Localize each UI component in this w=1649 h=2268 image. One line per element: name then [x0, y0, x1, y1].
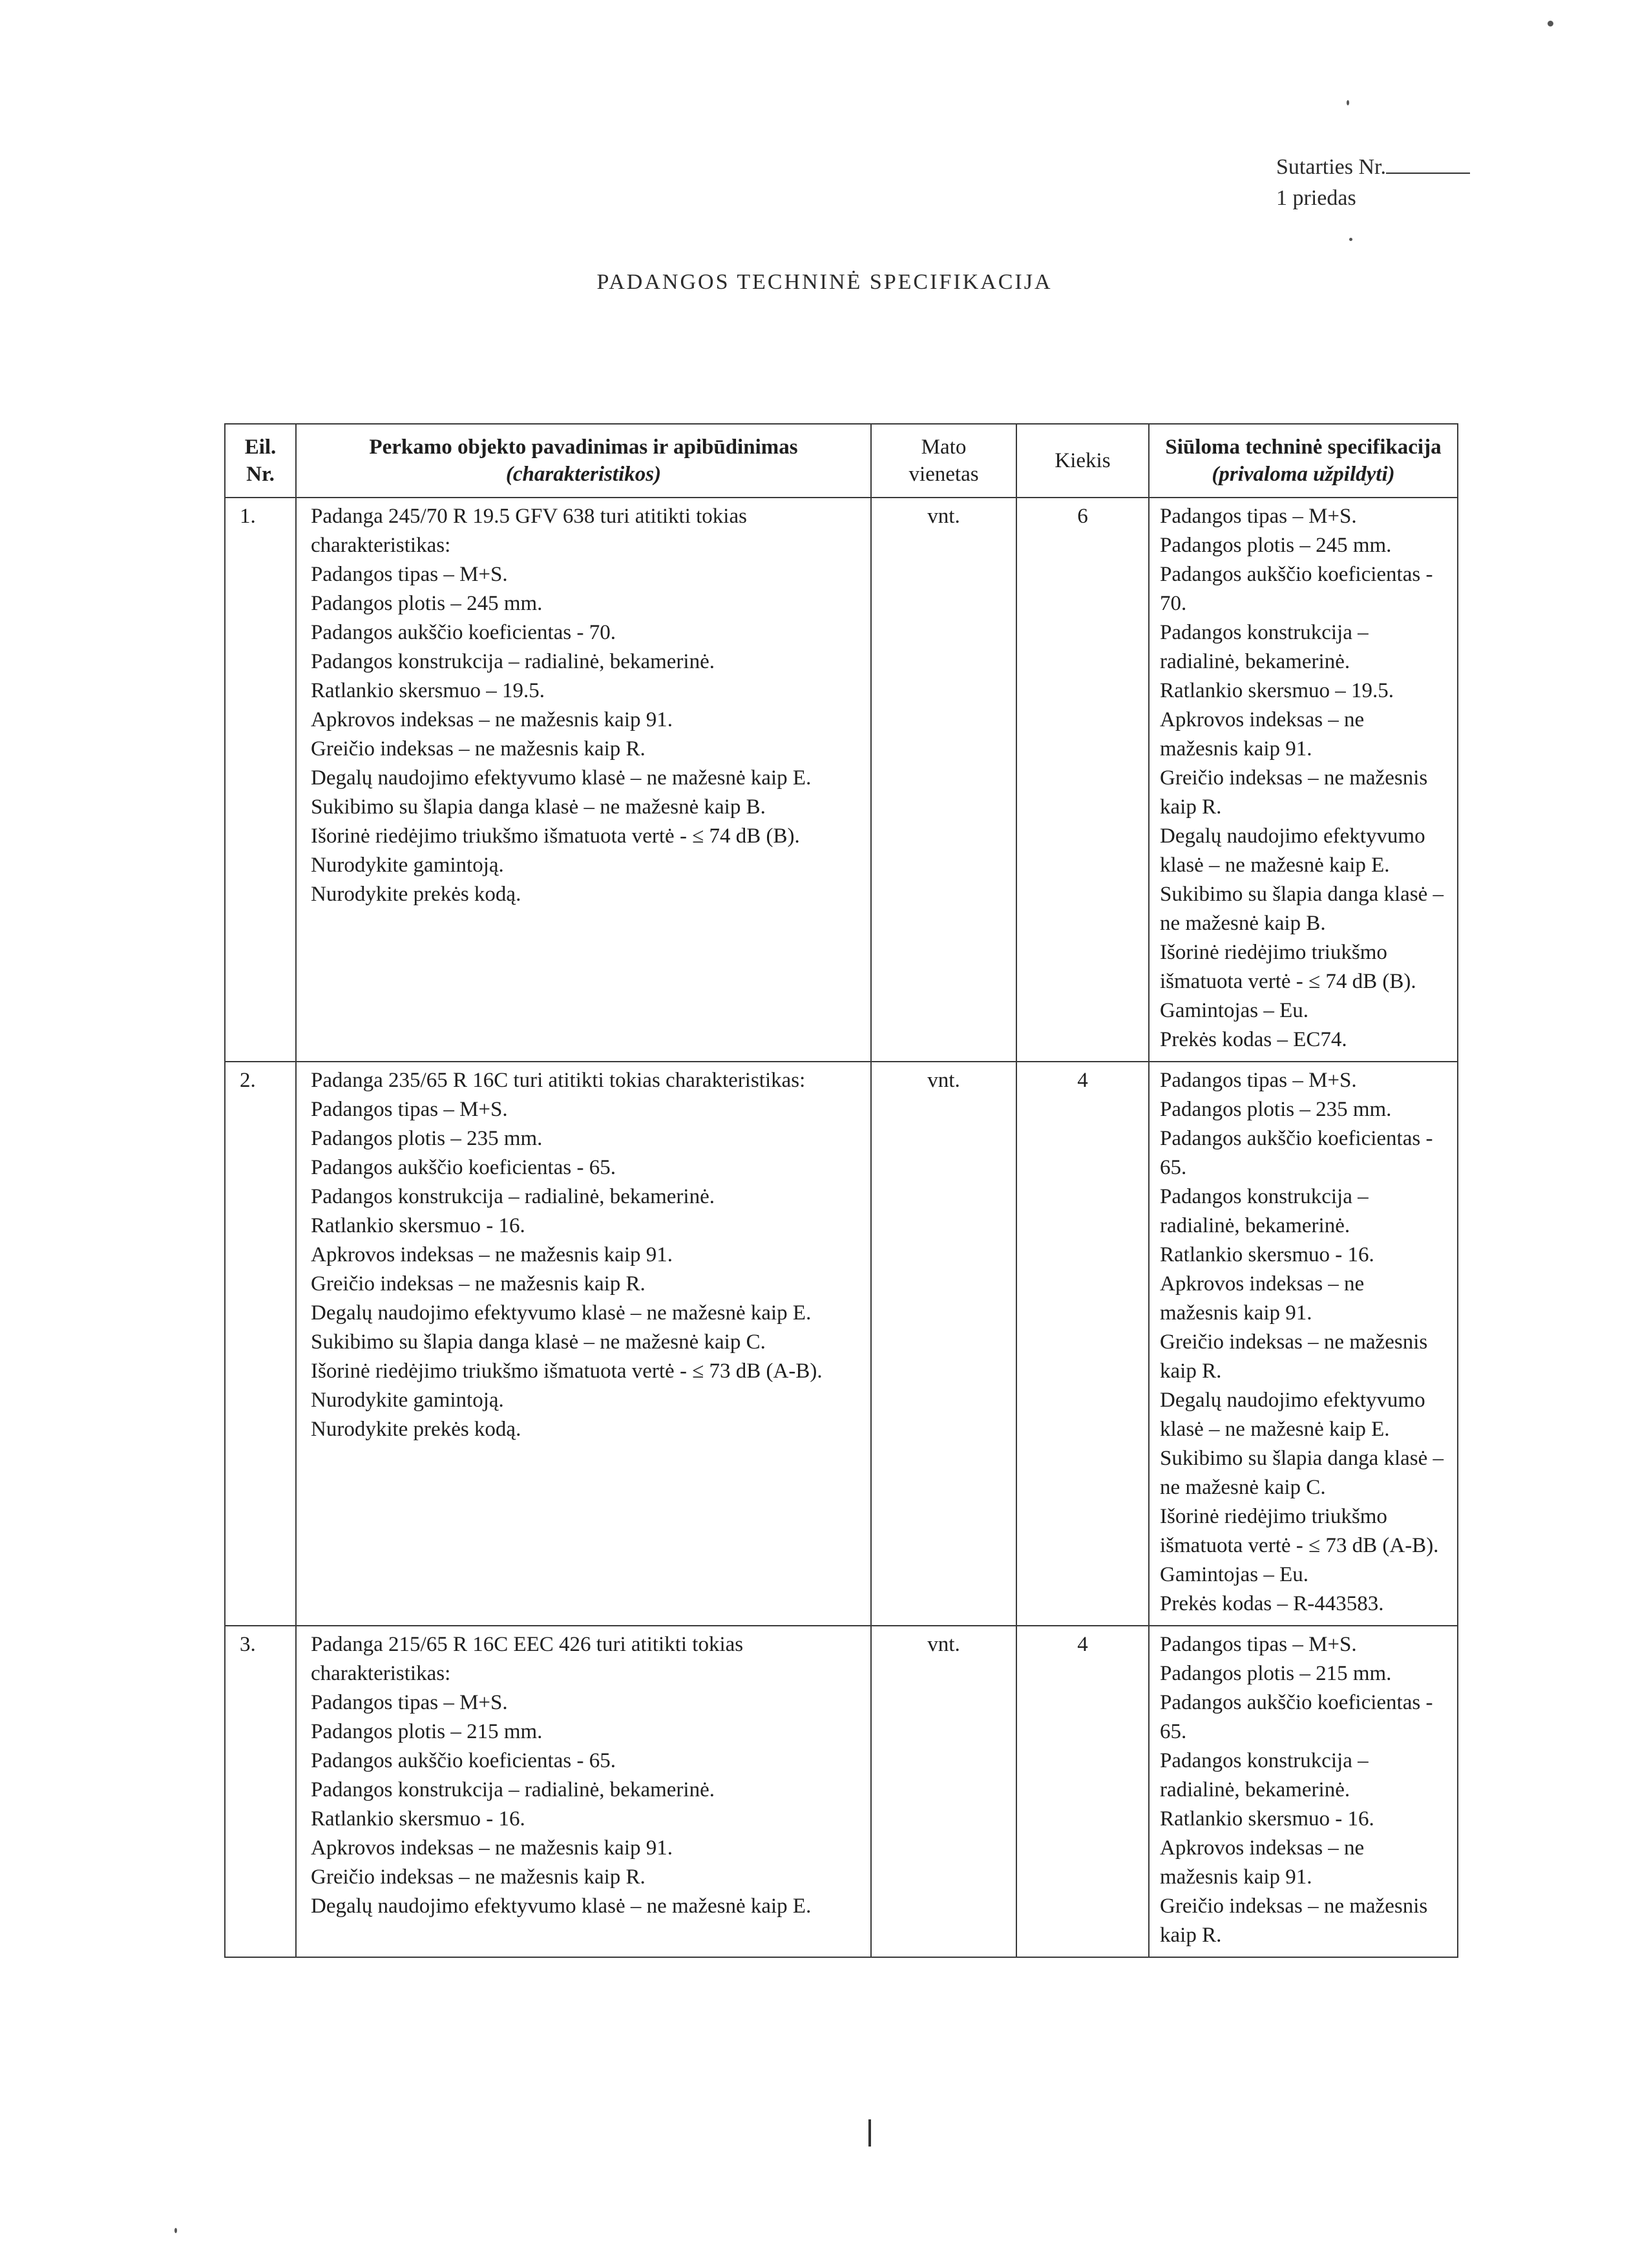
unit-cell: [871, 1626, 1016, 1957]
offer-line: Padangos tipas – M+S.: [1160, 1069, 1357, 1092]
offer-line: Padangos plotis – 215 mm.: [1160, 1662, 1392, 1685]
quantity-value: 6: [1077, 505, 1088, 528]
row-number-cell: [225, 1626, 296, 1957]
offer-line: Gamintojas – Eu.: [1160, 999, 1309, 1022]
description-line: Nurodykite prekės kodą.: [311, 1418, 521, 1441]
description-line: Apkrovos indeksas – ne mažesnis kaip 91.: [311, 1836, 673, 1860]
annex-label: 1 priedas: [1276, 186, 1356, 210]
header-quantity: [1016, 424, 1149, 498]
description-line: Degalų naudojimo efektyvumo klasė – ne mažesnė kaip E.: [311, 1301, 812, 1325]
description-line: Padanga 215/65 R 16C EEC 426 turi atitikti tokias charakteristikas:: [311, 1633, 744, 1685]
unit-value: vnt.: [927, 1069, 960, 1092]
offer-line: Sukibimo su šlapia danga klasė – ne mažesnė kaip B.: [1160, 883, 1444, 935]
table-row: [225, 1062, 1458, 1626]
header-nr: [225, 424, 296, 498]
specification-table: [224, 423, 1458, 1958]
offer-line: Ratlankio skersmuo - 16.: [1160, 1807, 1374, 1831]
offer-line: Padangos konstrukcija – radialinė, bekamerinė.: [1160, 621, 1369, 673]
description-line: Padangos plotis – 235 mm.: [311, 1127, 543, 1150]
table-row: [225, 1626, 1458, 1957]
description-line: Degalų naudojimo efektyvumo klasė – ne mažesnė kaip E.: [311, 766, 812, 790]
description-line: Apkrovos indeksas – ne mažesnis kaip 91.: [311, 708, 673, 731]
offer-line: Sukibimo su šlapia danga klasė – ne mažesnė kaip C.: [1160, 1447, 1444, 1499]
header-quantity-label: Kiekis: [1055, 449, 1111, 472]
description-line: Ratlankio skersmuo - 16.: [311, 1214, 525, 1237]
item-description-cell: [296, 1626, 871, 1957]
scan-speck: [1349, 238, 1352, 241]
header-offer-main: Siūloma techninė specifikacija: [1165, 436, 1442, 459]
offer-line: Padangos plotis – 235 mm.: [1160, 1098, 1392, 1121]
description-line: Nurodykite prekės kodą.: [311, 883, 521, 906]
offer-line: Prekės kodas – R-443583.: [1160, 1592, 1384, 1615]
row-number: 2.: [240, 1069, 256, 1092]
offered-specification-cell: [1149, 1626, 1458, 1957]
contract-number-label: Sutarties Nr.: [1276, 155, 1386, 179]
description-line: Padanga 235/65 R 16C turi atitikti tokias charakteristikas:: [311, 1069, 806, 1092]
header-description: [296, 424, 871, 498]
quantity-value: 4: [1077, 1633, 1088, 1656]
item-description-cell: [296, 1062, 871, 1626]
specification-table-body: [225, 498, 1458, 1957]
contract-number-blank: [1386, 154, 1470, 174]
offer-line: Degalų naudojimo efektyvumo klasė – ne mažesnė kaip E.: [1160, 1389, 1425, 1441]
contract-reference: [1276, 152, 1470, 214]
description-line: Padangos aukščio koeficientas - 65.: [311, 1749, 616, 1772]
description-line: Padangos tipas – M+S.: [311, 1098, 508, 1121]
description-line: Padangos plotis – 245 mm.: [311, 592, 543, 615]
offer-line: Apkrovos indeksas – ne mažesnis kaip 91.: [1160, 708, 1365, 761]
header-offer-sub: (privaloma užpildyti): [1212, 463, 1395, 486]
row-number: 3.: [240, 1633, 256, 1656]
scan-speck: [1347, 100, 1349, 105]
offer-line: Apkrovos indeksas – ne mažesnis kaip 91.: [1160, 1272, 1365, 1325]
unit-cell: [871, 1062, 1016, 1626]
header-unit-line: Mato: [921, 436, 967, 459]
description-line: Išorinė riedėjimo triukšmo išmatuota vertė - ≤ 74 dB (B).: [311, 824, 800, 848]
header-description-sub: (charakteristikos): [505, 463, 662, 486]
scan-speck: [1548, 21, 1553, 26]
page-number-mark: [868, 2119, 871, 2147]
description-line: Padangos aukščio koeficientas - 65.: [311, 1156, 616, 1179]
offer-line: Padangos tipas – M+S.: [1160, 1633, 1357, 1656]
unit-value: vnt.: [927, 1633, 960, 1656]
offer-line: Padangos aukščio koeficientas - 65.: [1160, 1691, 1433, 1743]
contract-number-line: [1276, 152, 1470, 183]
offer-line: Išorinė riedėjimo triukšmo išmatuota vertė - ≤ 74 dB (B).: [1160, 941, 1416, 993]
offer-line: Greičio indeksas – ne mažesnis kaip R.: [1160, 1330, 1428, 1383]
description-line: Išorinė riedėjimo triukšmo išmatuota vertė - ≤ 73 dB (A-B).: [311, 1360, 823, 1383]
quantity-cell: [1016, 1062, 1149, 1626]
description-line: Padangos konstrukcija – radialinė, bekamerinė.: [311, 650, 715, 673]
table-row: [225, 498, 1458, 1062]
description-line: Greičio indeksas – ne mažesnis kaip R.: [311, 1865, 646, 1889]
offer-line: Degalų naudojimo efektyvumo klasė – ne mažesnė kaip E.: [1160, 824, 1425, 877]
description-line: Greičio indeksas – ne mažesnis kaip R.: [311, 737, 646, 761]
scan-speck: [174, 2228, 177, 2233]
unit-value: vnt.: [927, 505, 960, 528]
offer-line: Padangos aukščio koeficientas - 65.: [1160, 1127, 1433, 1179]
header-unit: [871, 424, 1016, 498]
document-title: PADANGOS TECHNINĖ SPECIFIKACIJA: [596, 270, 1053, 294]
offer-line: Padangos konstrukcija – radialinė, bekamerinė.: [1160, 1749, 1369, 1801]
description-line: Padangos tipas – M+S.: [311, 563, 508, 586]
table-header-row: [225, 424, 1458, 498]
offer-line: Ratlankio skersmuo - 16.: [1160, 1243, 1374, 1266]
header-offer: [1149, 424, 1458, 498]
offer-line: Gamintojas – Eu.: [1160, 1563, 1309, 1586]
description-line: Padanga 245/70 R 19.5 GFV 638 turi atitikti tokias charakteristikas:: [311, 505, 747, 557]
description-line: Apkrovos indeksas – ne mažesnis kaip 91.: [311, 1243, 673, 1266]
description-line: Padangos konstrukcija – radialinė, bekamerinė.: [311, 1185, 715, 1208]
header-description-main: Perkamo objekto pavadinimas ir apibūdinimas: [369, 436, 798, 459]
offered-specification-cell: [1149, 1062, 1458, 1626]
description-line: Padangos plotis – 215 mm.: [311, 1720, 543, 1743]
description-line: Greičio indeksas – ne mažesnis kaip R.: [311, 1272, 646, 1296]
description-line: Padangos konstrukcija – radialinė, bekamerinė.: [311, 1778, 715, 1801]
offer-line: Padangos konstrukcija – radialinė, bekamerinė.: [1160, 1185, 1369, 1237]
offer-line: Padangos plotis – 245 mm.: [1160, 534, 1392, 557]
description-line: Sukibimo su šlapia danga klasė – ne mažesnė kaip C.: [311, 1330, 766, 1354]
description-line: Degalų naudojimo efektyvumo klasė – ne mažesnė kaip E.: [311, 1895, 812, 1918]
description-line: Padangos tipas – M+S.: [311, 1691, 508, 1714]
header-unit-line: vienetas: [909, 463, 979, 486]
offered-specification-cell: [1149, 498, 1458, 1062]
offer-line: Padangos aukščio koeficientas - 70.: [1160, 563, 1433, 615]
offer-line: Ratlankio skersmuo – 19.5.: [1160, 679, 1394, 702]
offer-line: Išorinė riedėjimo triukšmo išmatuota vertė - ≤ 73 dB (A-B).: [1160, 1505, 1439, 1557]
quantity-cell: [1016, 498, 1149, 1062]
description-line: Ratlankio skersmuo - 16.: [311, 1807, 525, 1831]
offer-line: Apkrovos indeksas – ne mažesnis kaip 91.: [1160, 1836, 1365, 1889]
offer-line: Greičio indeksas – ne mažesnis kaip R.: [1160, 1895, 1428, 1947]
row-number: 1.: [240, 505, 256, 528]
item-description-cell: [296, 498, 871, 1062]
row-number-cell: [225, 1062, 296, 1626]
unit-cell: [871, 498, 1016, 1062]
offer-line: Greičio indeksas – ne mažesnis kaip R.: [1160, 766, 1428, 819]
description-line: Nurodykite gamintoją.: [311, 1389, 504, 1412]
description-line: Sukibimo su šlapia danga klasė – ne mažesnė kaip B.: [311, 795, 766, 819]
quantity-cell: [1016, 1626, 1149, 1957]
header-nr-line: Eil.: [244, 436, 277, 459]
offer-line: Padangos tipas – M+S.: [1160, 505, 1357, 528]
description-line: Padangos aukščio koeficientas - 70.: [311, 621, 616, 644]
description-line: Nurodykite gamintoją.: [311, 854, 504, 877]
quantity-value: 4: [1077, 1069, 1088, 1092]
header-nr-line: Nr.: [246, 463, 275, 486]
description-line: Ratlankio skersmuo – 19.5.: [311, 679, 545, 702]
row-number-cell: [225, 498, 296, 1062]
offer-line: Prekės kodas – EC74.: [1160, 1028, 1347, 1051]
